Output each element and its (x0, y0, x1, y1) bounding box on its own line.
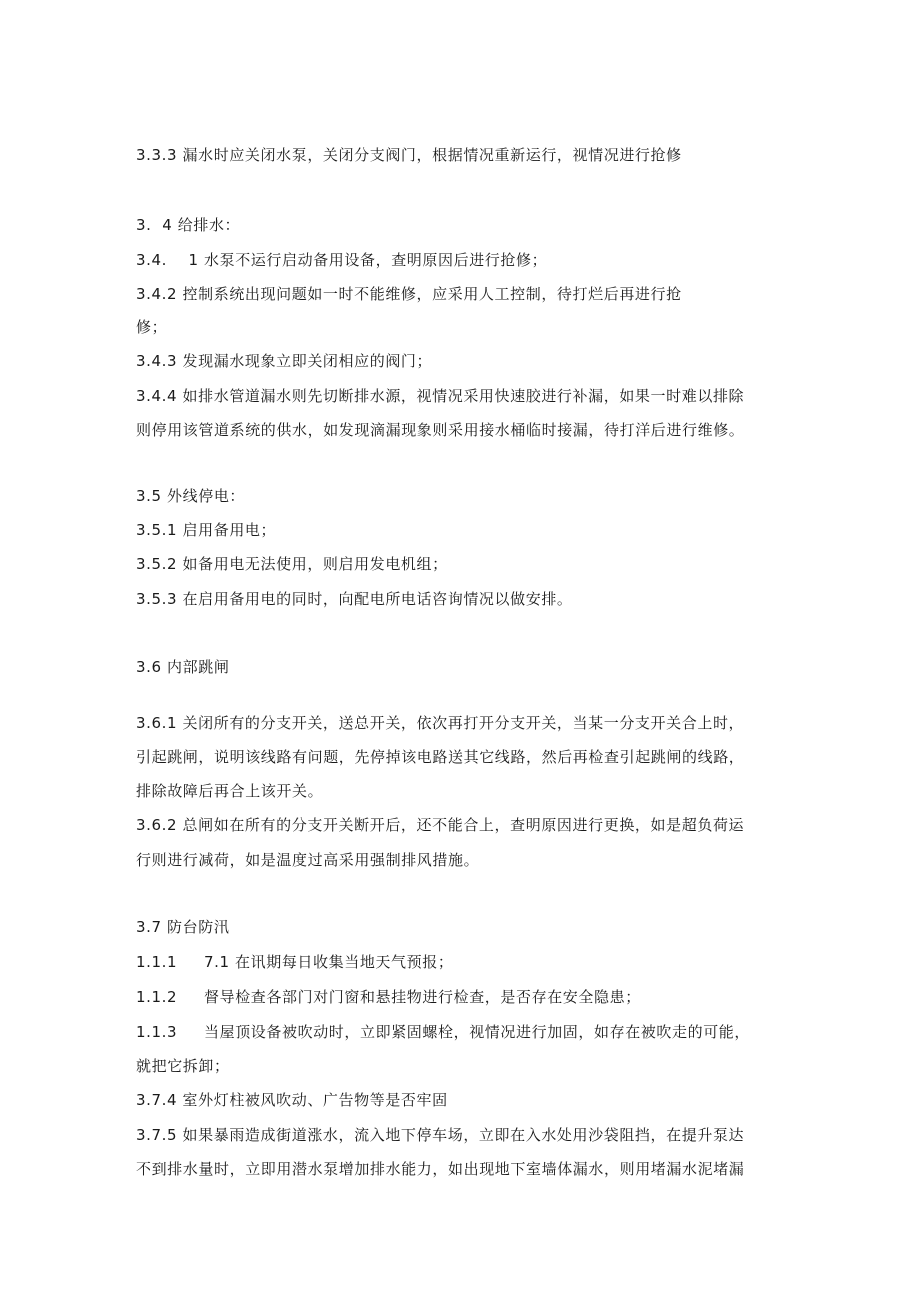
text-line-3-6-1-cont2: 排除故障后再合上该开关。 (136, 782, 324, 800)
text-line-3-5-1: 3.5.1 启用备用电； (136, 521, 277, 539)
text-line-3-7-5: 3.7.5 如果暴雨造成街道涨水，流入地下停车场，立即在入水处用沙袋阻挡，在提升泵达 (136, 1126, 745, 1144)
section-heading-3-4: 3. 4 给排水： (136, 216, 241, 234)
text-line-3-7-4: 3.7.4 室外灯柱被风吹动、广告物等是否牢固 (136, 1091, 448, 1109)
section-heading-3-5: 3.5 外线停电： (136, 487, 246, 505)
text-line-3-6-1: 3.6.1 关闭所有的分支开关，送总开关，依次再打开分支开关，当某一分支开关合上时， (136, 714, 745, 732)
text-line-3-4-4-cont: 则停用该管道系统的供水，如发现滴漏现象则采用接水桶临时接漏，待打洋后进行维修。 (136, 421, 745, 439)
text-line-3-5-2: 3.5.2 如备用电无法使用，则启用发电机组； (136, 555, 448, 573)
section-heading-3-7: 3.7 防台防汛 (136, 918, 230, 936)
text-line-3-6-1-cont1: 引起跳闸，说明该线路有问题，先停掉该电路送其它线路，然后再检查引起跳闸的线路， (136, 748, 745, 766)
text-line-3-4-1: 3.4. 1 水泵不运行启动备用设备，查明原因后进行抢修； (136, 251, 548, 269)
text-line-1-1-3-cont: 就把它拆卸； (136, 1057, 230, 1075)
text-line-3-4-2-cont: 修； (136, 318, 168, 336)
text-line-3-7-5-cont: 不到排水量时，立即用潜水泵增加排水能力，如出现地下室墙体漏水，则用堵漏水泥堵漏 (136, 1160, 745, 1178)
text-line-1-1-3: 1.1.3 当屋顶设备被吹动时，立即紧固螺栓，视情况进行加固，如存在被吹走的可能， (136, 1023, 751, 1041)
text-line-1-1-1: 1.1.1 7.1 在讯期每日收集当地天气预报； (136, 953, 454, 971)
text-line-1-1-2: 1.1.2 督导检查各部门对门窗和悬挂物进行检查，是否存在安全隐患； (136, 988, 641, 1006)
text-line-3-5-3: 3.5.3 在启用备用电的同时，向配电所电话咨询情况以做安排。 (136, 590, 573, 608)
text-line-3-4-2: 3.4.2 控制系统出现问题如一时不能维修，应采用人工控制，待打烂后再进行抢 (136, 285, 682, 303)
text-line-3-6-2: 3.6.2 总闸如在所有的分支开关断开后，还不能合上，查明原因进行更换，如是超负荷运 (136, 816, 745, 834)
text-line-3-6-2-cont: 行则进行减荷，如是温度过高采用强制排风措施。 (136, 851, 480, 869)
text-line-3-4-4: 3.4.4 如排水管道漏水则先切断排水源，视情况采用快速胶进行补漏，如果一时难以排除 (136, 387, 745, 405)
text-line-3-3-3: 3.3.3 漏水时应关闭水泵，关闭分支阀门，根据情况重新运行，视情况进行抢修 (136, 146, 682, 164)
section-heading-3-6: 3.6 内部跳闸 (136, 658, 230, 676)
text-line-3-4-3: 3.4.3 发现漏水现象立即关闭相应的阀门； (136, 352, 433, 370)
